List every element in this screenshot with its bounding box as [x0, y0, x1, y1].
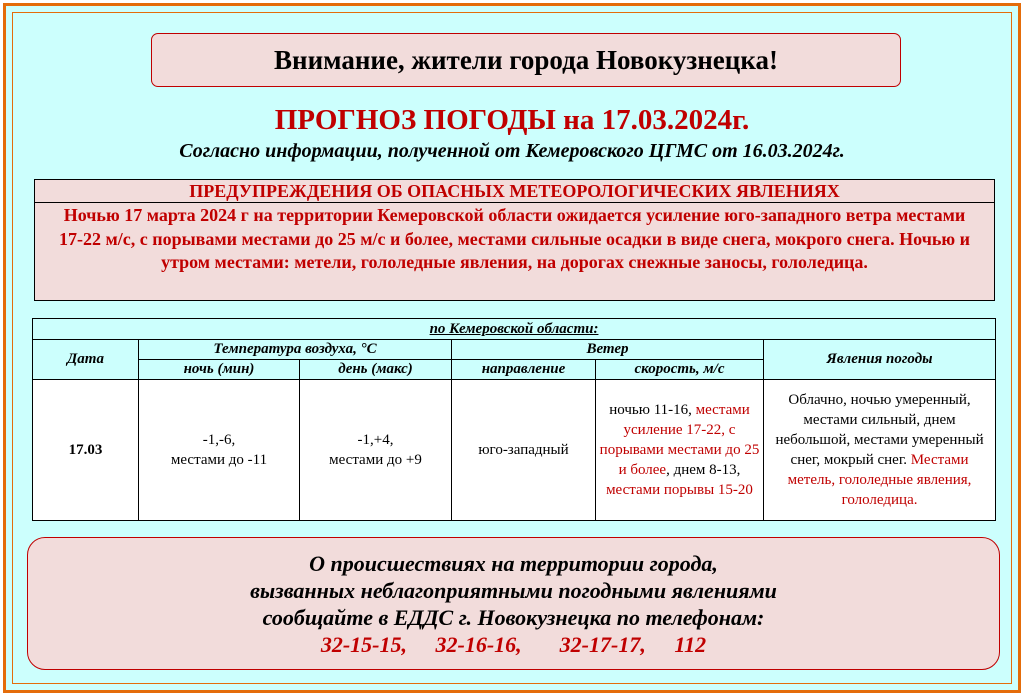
table-row	[33, 380, 996, 521]
contact-line-2: вызванных неблагоприятными погодными явлениями	[250, 578, 777, 603]
phone-number[interactable]: 32-15-15,	[320, 632, 408, 657]
phone-number[interactable]: 32-16-16,	[435, 632, 522, 657]
forecast-table	[32, 318, 996, 521]
attention-banner-text: Внимание, жители города Новокузнецка!	[274, 44, 778, 75]
wind-speed-day-gusts: местами порывы 15-20	[606, 482, 753, 498]
hazard-warning-text: Ночью 17 марта 2024 г на территории Кемеровской области ожидается усиление юго-западного ветра местами 17-22 м/с, с порывами местами до 25 м/с и более, местами сильные осадки в виде снега, мокрого снега. Ночью и утром местами: метели, гололедные явления, на дорогах снежные заносы, гололедица.	[58, 205, 971, 272]
cell-date: 17.03	[33, 380, 139, 521]
header-phenomena: Явления погоды	[764, 340, 996, 380]
day-temp-local: местами до +9	[329, 452, 422, 468]
header-night: ночь (мин)	[139, 360, 300, 380]
phone-number[interactable]: 112	[674, 632, 707, 657]
phone-numbers	[28, 631, 999, 658]
cell-phenomena	[764, 380, 996, 521]
header-direction: направление	[452, 360, 596, 380]
header-wind: Ветер	[452, 340, 764, 360]
header-day: день (макс)	[300, 360, 452, 380]
wind-speed-night: ночью 11-16,	[609, 402, 692, 418]
contact-line-3: сообщайте в ЕДДС г. Новокузнецка по телефонам:	[262, 605, 765, 630]
wind-speed-day: , днем 8-13,	[666, 462, 741, 478]
phone-number[interactable]: 32-17-17,	[559, 632, 646, 657]
forecast-title: ПРОГНОЗ ПОГОДЫ на 17.03.2024г.	[274, 104, 750, 136]
phenomena-main: Облачно, ночью умеренный, местами сильный, днем небольшой, местами умеренный снег, мокрый снег.	[775, 392, 984, 468]
attention-banner	[151, 33, 901, 87]
hazard-warning-heading: ПРЕДУПРЕЖДЕНИЯ ОБ ОПАСНЫХ МЕТЕОРОЛОГИЧЕСКИХ ЯВЛЕНИЯХ	[35, 180, 994, 203]
cell-wind-speed	[596, 380, 764, 521]
wind-speed-gusts: местами усиление 17-22, с порывами местами до 25 и более	[599, 402, 760, 478]
cell-day-temp	[300, 380, 452, 521]
emergency-contact-box	[27, 537, 1000, 670]
header-date: Дата	[33, 340, 139, 380]
contact-line-1: О происшествиях на территории города,	[309, 551, 718, 576]
cell-wind-direction: юго-западный	[452, 380, 596, 521]
night-temp-value: -1,-6,	[202, 432, 236, 448]
hazard-warning-box	[34, 179, 995, 301]
phenomena-warning: Местами метель, гололедные явления, гололедица.	[787, 452, 972, 508]
forecast-source: Согласно информации, полученной от Кемеровского ЦГМС от 16.03.2024г.	[179, 140, 845, 162]
cell-night-temp	[139, 380, 300, 521]
day-temp-value: -1,+4,	[357, 432, 394, 448]
header-temperature: Температура воздуха, °С	[139, 340, 452, 360]
region-label: по Кемеровской области:	[33, 319, 996, 340]
header-speed: скорость, м/с	[596, 360, 764, 380]
night-temp-local: местами до -11	[170, 452, 268, 468]
